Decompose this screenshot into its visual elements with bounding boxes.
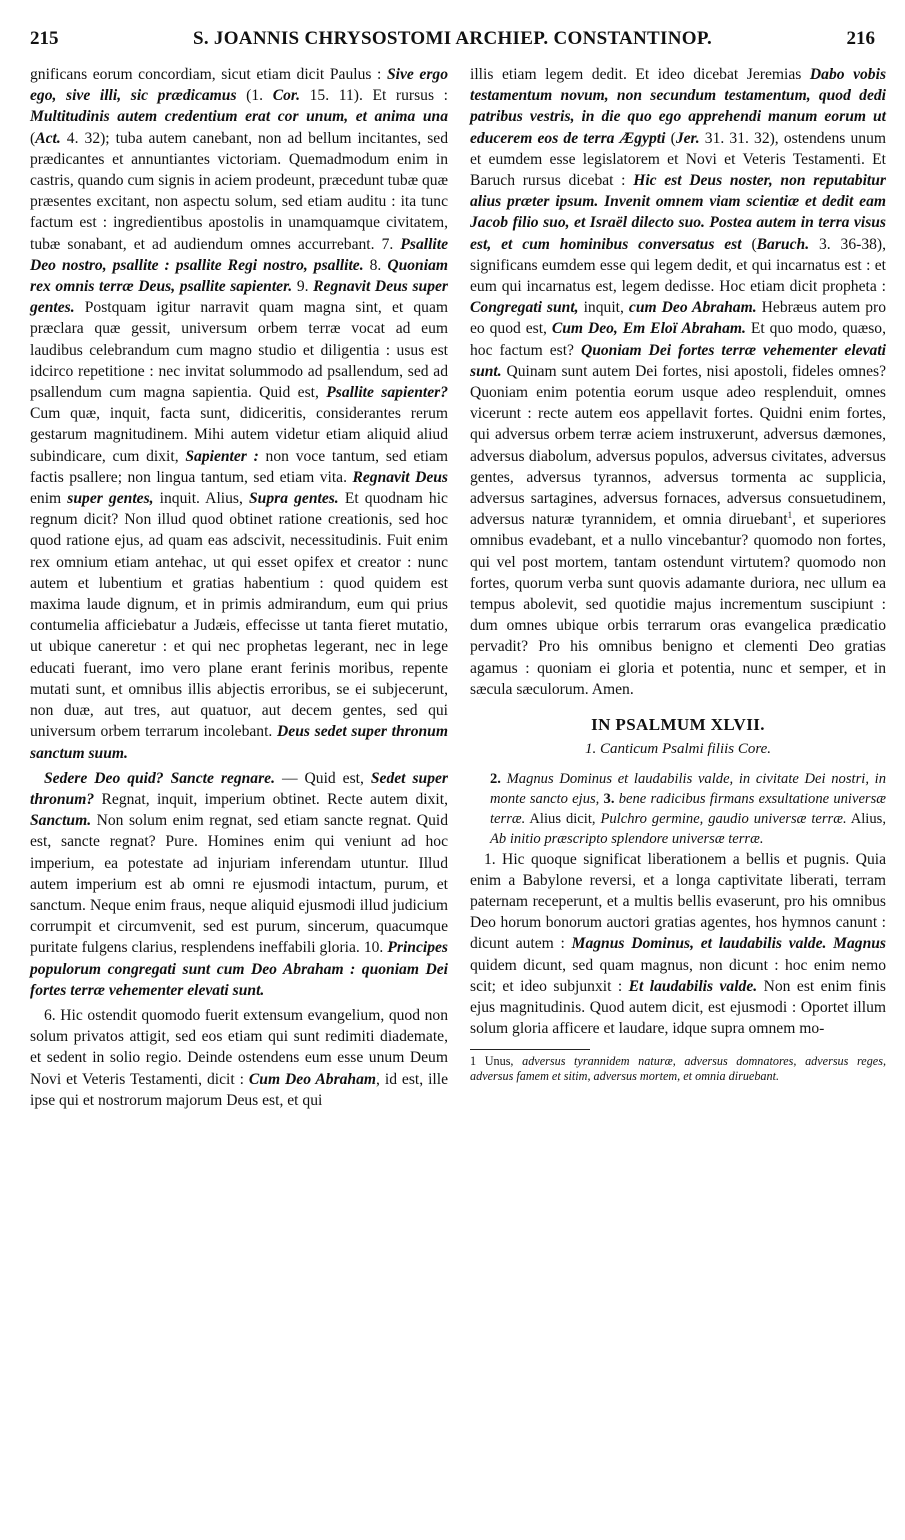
text-run: 1 (787, 510, 793, 521)
text-run: bene radicibus firmans exsultatione universæ terræ. (490, 790, 887, 827)
text-run: super gentes, (67, 490, 154, 508)
text-run: 15. 11). Et rursus : (300, 87, 449, 105)
text-run: Jer. (675, 129, 700, 147)
text-run: Sedere Deo quid? Sancte regnare. (44, 769, 275, 787)
text-run: , et superiores omnibus evadebant, et a nullo vincebantur? quomodo non fortes, qui vel post mortem, tantam ostendunt virtutem? quomodo non fortes, quorum verba sunt quovis adamante duriora, nec ullum ea tempus abolevit, sed quotidie majus incrementum suscipiunt : dum omnes ubique orbis terrarum oras evangelica prædicatio pervadit? Pro his omnibus benigno et clementi Deo gratias agamus : quoniam ei gloria et potentia, nunc et semper, et in sæcula sæculorum. Amen. (470, 511, 886, 698)
text-run: Principes populorum congregati sunt cum Deo Abraham : quoniam Dei fortes terræ vehementer elevati sunt. (30, 939, 448, 999)
text-run: Postquam igitur narravit quam magna sint, et quam præclara quæ gessit, universum orbem terræ vocat ad eum laudibus celebrandum cum magno studio et diligentia : usus est idcirco repetitione : nec invitat solummodo ad psallendum, sed ad psallendum cum magna sapientia. Quid est, (30, 299, 448, 402)
text-run: — Quid est, (275, 769, 371, 787)
text-run: 9. (292, 278, 314, 296)
text-run: Cum Deo Abraham (248, 1070, 377, 1088)
text-run: Cor. (272, 87, 300, 105)
text-run: Hic est Deus noster, non reputabitur alius præter ipsum. Invenit omnem viam scientiæ et dedit eam Jacob filio suo, et Israël dilecto suo. Postea autem in terra visus est, et cum hominibus conversatus est (470, 172, 886, 253)
text-run: non voce tantum, sed etiam factis psallere; non lingua tantum, sed etiam vita. (30, 447, 448, 486)
text-run: quidem dicunt, sed quam magnus, non dicunt : hoc enim nemo scit; et ideo subjunxit : (470, 956, 886, 995)
text-run: 1. Hic quoque significat liberationem a bellis et pugnis. Quia enim a Babylone reversi, et a longa captivitate liberati, terram paternam receperunt, et a multis bellis evaserunt, pro his omnibus Deo horum bonorum auctori gratias agentes, hos hymnos canunt : dicunt autem : (470, 850, 886, 953)
text-run: illis etiam legem dedit. Et ideo dicebat Jeremias (470, 66, 810, 83)
text-run: inquit. Alius, (153, 490, 249, 508)
text-run: Hebræus autem pro eo quod est, (470, 299, 886, 338)
text-run: Deus sedet super thronum sanctum suum. (30, 723, 448, 762)
text-run: Alius dicit, (525, 810, 601, 827)
text-run: Act. (35, 129, 61, 147)
footnote (470, 1054, 886, 1084)
text-run: Quoniam rex omnis terræ Deus, psallite sapienter. (30, 256, 448, 296)
page-number-right: 216 (846, 28, 875, 49)
text-run: 4. 32); tuba autem canebant, non ad bellum incitantes, sed prædicantes et annuntiantes victoriam. Quemadmodum enim in castris, quando cum signis in aciem prodeunt, præcedunt tubæ quæ præsentes excitant, non aspectu solum, sed etiam auditu : ita tunc factum est : ingredientibus apostolis in unamquamque civitatem, tubæ sonabant, et ad audiendum omnes accurrebant. 7. (30, 129, 448, 253)
text-run: (1. (236, 87, 273, 105)
text-run: Psallite Deo nostro, psallite : psallite Regi nostro, psallite. (30, 235, 448, 274)
text-run: Regnat, inquit, imperium obtinet. Recte autem dixit, (94, 790, 448, 808)
right-paragraph-1 (470, 64, 886, 700)
text-run: 6. Hic ostendit quomodo fuerit extensum evangelium, quod non solum privatos attigit, sed eos etiam qui sunt redimiti diademate, et sedent in solio regio. Deinde ostendens eum esse unum Deum Novi et Veteris Testamenti, dicit : (30, 1006, 448, 1088)
text-run: gnificans eorum concordiam, sicut etiam dicit Paulus : (30, 66, 387, 83)
text-run: Sive ergo ego, sive illi, sic prædicamus (30, 66, 448, 105)
section-subtitle: 1. Canticum Psalmi filiis Core. (584, 741, 772, 758)
footnote-rule (470, 1049, 590, 1050)
text-run: 3. 36-38), significans eumdem esse qui legem dedit, et qui incarnatus est : et eum qui incarnatus est, legem dedisse. Hoc etiam dicit propheta : (470, 235, 886, 296)
text-run: Non est enim finis ejus magnitudinis. Quod autem dicit, est ejusmodi : Oportet illum solum gloria afficere et laudare, idque supra omnem mo- (470, 977, 886, 1038)
text-run: 8. (363, 256, 388, 274)
text-run: Cum quæ, inquit, facta sunt, didiceritis, considerantes rerum gestarum magnitudinem. Mihi autem videtur etiam aliquid aliud subindicare, cum dixit, (30, 405, 448, 465)
text-run: Magnus Dominus, et laudabilis valde. (571, 935, 827, 953)
text-run: Congregati sunt, (470, 299, 579, 317)
text-run: Regnavit Deus (352, 468, 448, 486)
text-run: Dabo vobis testamentum novum, non secundum testamentum, quod dedi patribus vestris, in die quo ego apprehendi manum eorum ut educerem eos de terra Ægypti (470, 66, 887, 147)
text-run: 2. (490, 770, 507, 787)
text-run: Multitudinis autem credentium erat cor unum, et anima una (30, 108, 448, 126)
text-run: Sanctum. (30, 812, 92, 830)
text-run: Non solum enim regnat, sed etiam sancte regnat. Quid est, sancte regnat? Pure. Homines enim qui veniunt ad hoc imperium, ea potestate ad injuriam inferendam utuntur. Illud autem imperium est ab omni re ejusmodi intactum, purum, et sanctum. Neque enim fraus, neque aliquid ejusmodi illud judicium corrumpit et circumvenit, sed est purum, sincerum, quacumque puritate fulgens clarius, resplendens ineffabili gloria. 10. (30, 812, 448, 957)
text-run: ( (741, 235, 757, 253)
text-run: Et quodnam hic regnum dicit? Non illud quod obtinet ratione creationis, sed hoc quod ratione ejus, ad quam eas adscivit, necessitudinis. Fuit enim rex omnium etiam antehac, ut qui esset opifex et creator : nunc autem et lubentium et gratias habentium : quod quidem est maxima laude dignum, et in primis admirandum, eum qui prius contumelia afficiebatur a Judæis, effecisse ut tanta fieret mutatio, ut ubique caneretur : et qui nec prophetas legerant, nec in lege educati fuerant, imo vero plane erant ferinis moribus, repente mutati sunt, et omnibus illis abjectis erroribus, se ei subjecerunt, non duæ, aut tres, aut quatuor, aut decem gentes, sed qui universum orbem terrarum incolebant. (30, 490, 448, 741)
text-run: , id est, ille ipse qui et nostrorum majorum Deus est, et qui (30, 1070, 448, 1109)
right-column (470, 64, 886, 1084)
text-run: Alius, (846, 810, 886, 827)
text-run: 1 Unus, (470, 1054, 523, 1069)
text-run: Regnavit Deus super gentes. (30, 278, 448, 317)
text-run: Baruch. (756, 235, 810, 253)
right-paragraph-2 (470, 849, 886, 1040)
text-run: Magnus (833, 935, 886, 953)
text-run: Cum Deo, Em Eloï Abraham. (551, 320, 746, 338)
text-run: cum Deo Abraham. (628, 299, 757, 317)
section-title: IN PSALMUM XLVII. (591, 715, 765, 735)
text-run: 31. 31. 32), ostendens unum et eumdem esse legislatorem et Novi et Veteris Testamenti. Et Baruch rursus dicebat : (470, 129, 886, 190)
text-run: Psallite sapienter? (326, 384, 448, 402)
text-run: Sedet super thronum? (30, 769, 448, 808)
text-run: 3. (603, 790, 619, 807)
text-run: Quinam sunt autem Dei fortes, nisi apostoli, fideles omnes? Quoniam enim potentia eorum usque adeo resplenduit, omnes vicerunt : recte autem eos appellavit fortes. Quidni enim fortes, qui adversus orbem terræ aciem instruxerunt, adversus dæmones, adversus diabolum, adversus populos, adversus civitates, adversus gentes, adversus tyrannos, adversus tormenta ac supplicia, adversus sartagines, adversus fornaces, adversus consuetudinem, adversus naturæ tyrannidem, et omnia diruebant (470, 362, 886, 529)
text-run: adversus tyrannidem naturæ, adversus domnatores, adversus reges, adversus famem et sitim, adversus mortem, et omnia diruebant. (470, 1054, 886, 1084)
left-column (30, 64, 448, 1111)
text-run: Et laudabilis valde. (628, 977, 758, 995)
text-run: Ab initio præscripto splendore universæ terræ. (490, 830, 764, 847)
text-run: ( (665, 129, 676, 147)
text-run: Et quo modo, quæso, hoc factum est? (470, 320, 886, 359)
text-run: Quoniam Dei fortes terræ vehementer elevati sunt. (470, 341, 886, 380)
text-run: ( (30, 129, 36, 147)
running-header (30, 28, 875, 54)
running-title: S. JOANNIS CHRYSOSTOMI ARCHIEP. CONSTANTINOP. (192, 28, 713, 49)
page-number-left: 215 (30, 28, 59, 49)
psalm-verse (470, 769, 886, 849)
text-run: inquit, (578, 299, 629, 317)
text-run: Pulchro germine, gaudio universæ terræ. (600, 810, 847, 827)
text-run: Magnus Dominus et laudabilis valde, in civitate Dei nostri, in monte sancto ejus, (490, 770, 886, 807)
left-paragraph-1 (30, 64, 448, 764)
left-paragraph-2 (30, 768, 448, 1001)
text-run: Sapienter : (185, 447, 259, 465)
left-paragraph-3 (30, 1005, 448, 1111)
text-run: enim (30, 490, 68, 508)
text-run: Supra gentes. (248, 490, 339, 508)
